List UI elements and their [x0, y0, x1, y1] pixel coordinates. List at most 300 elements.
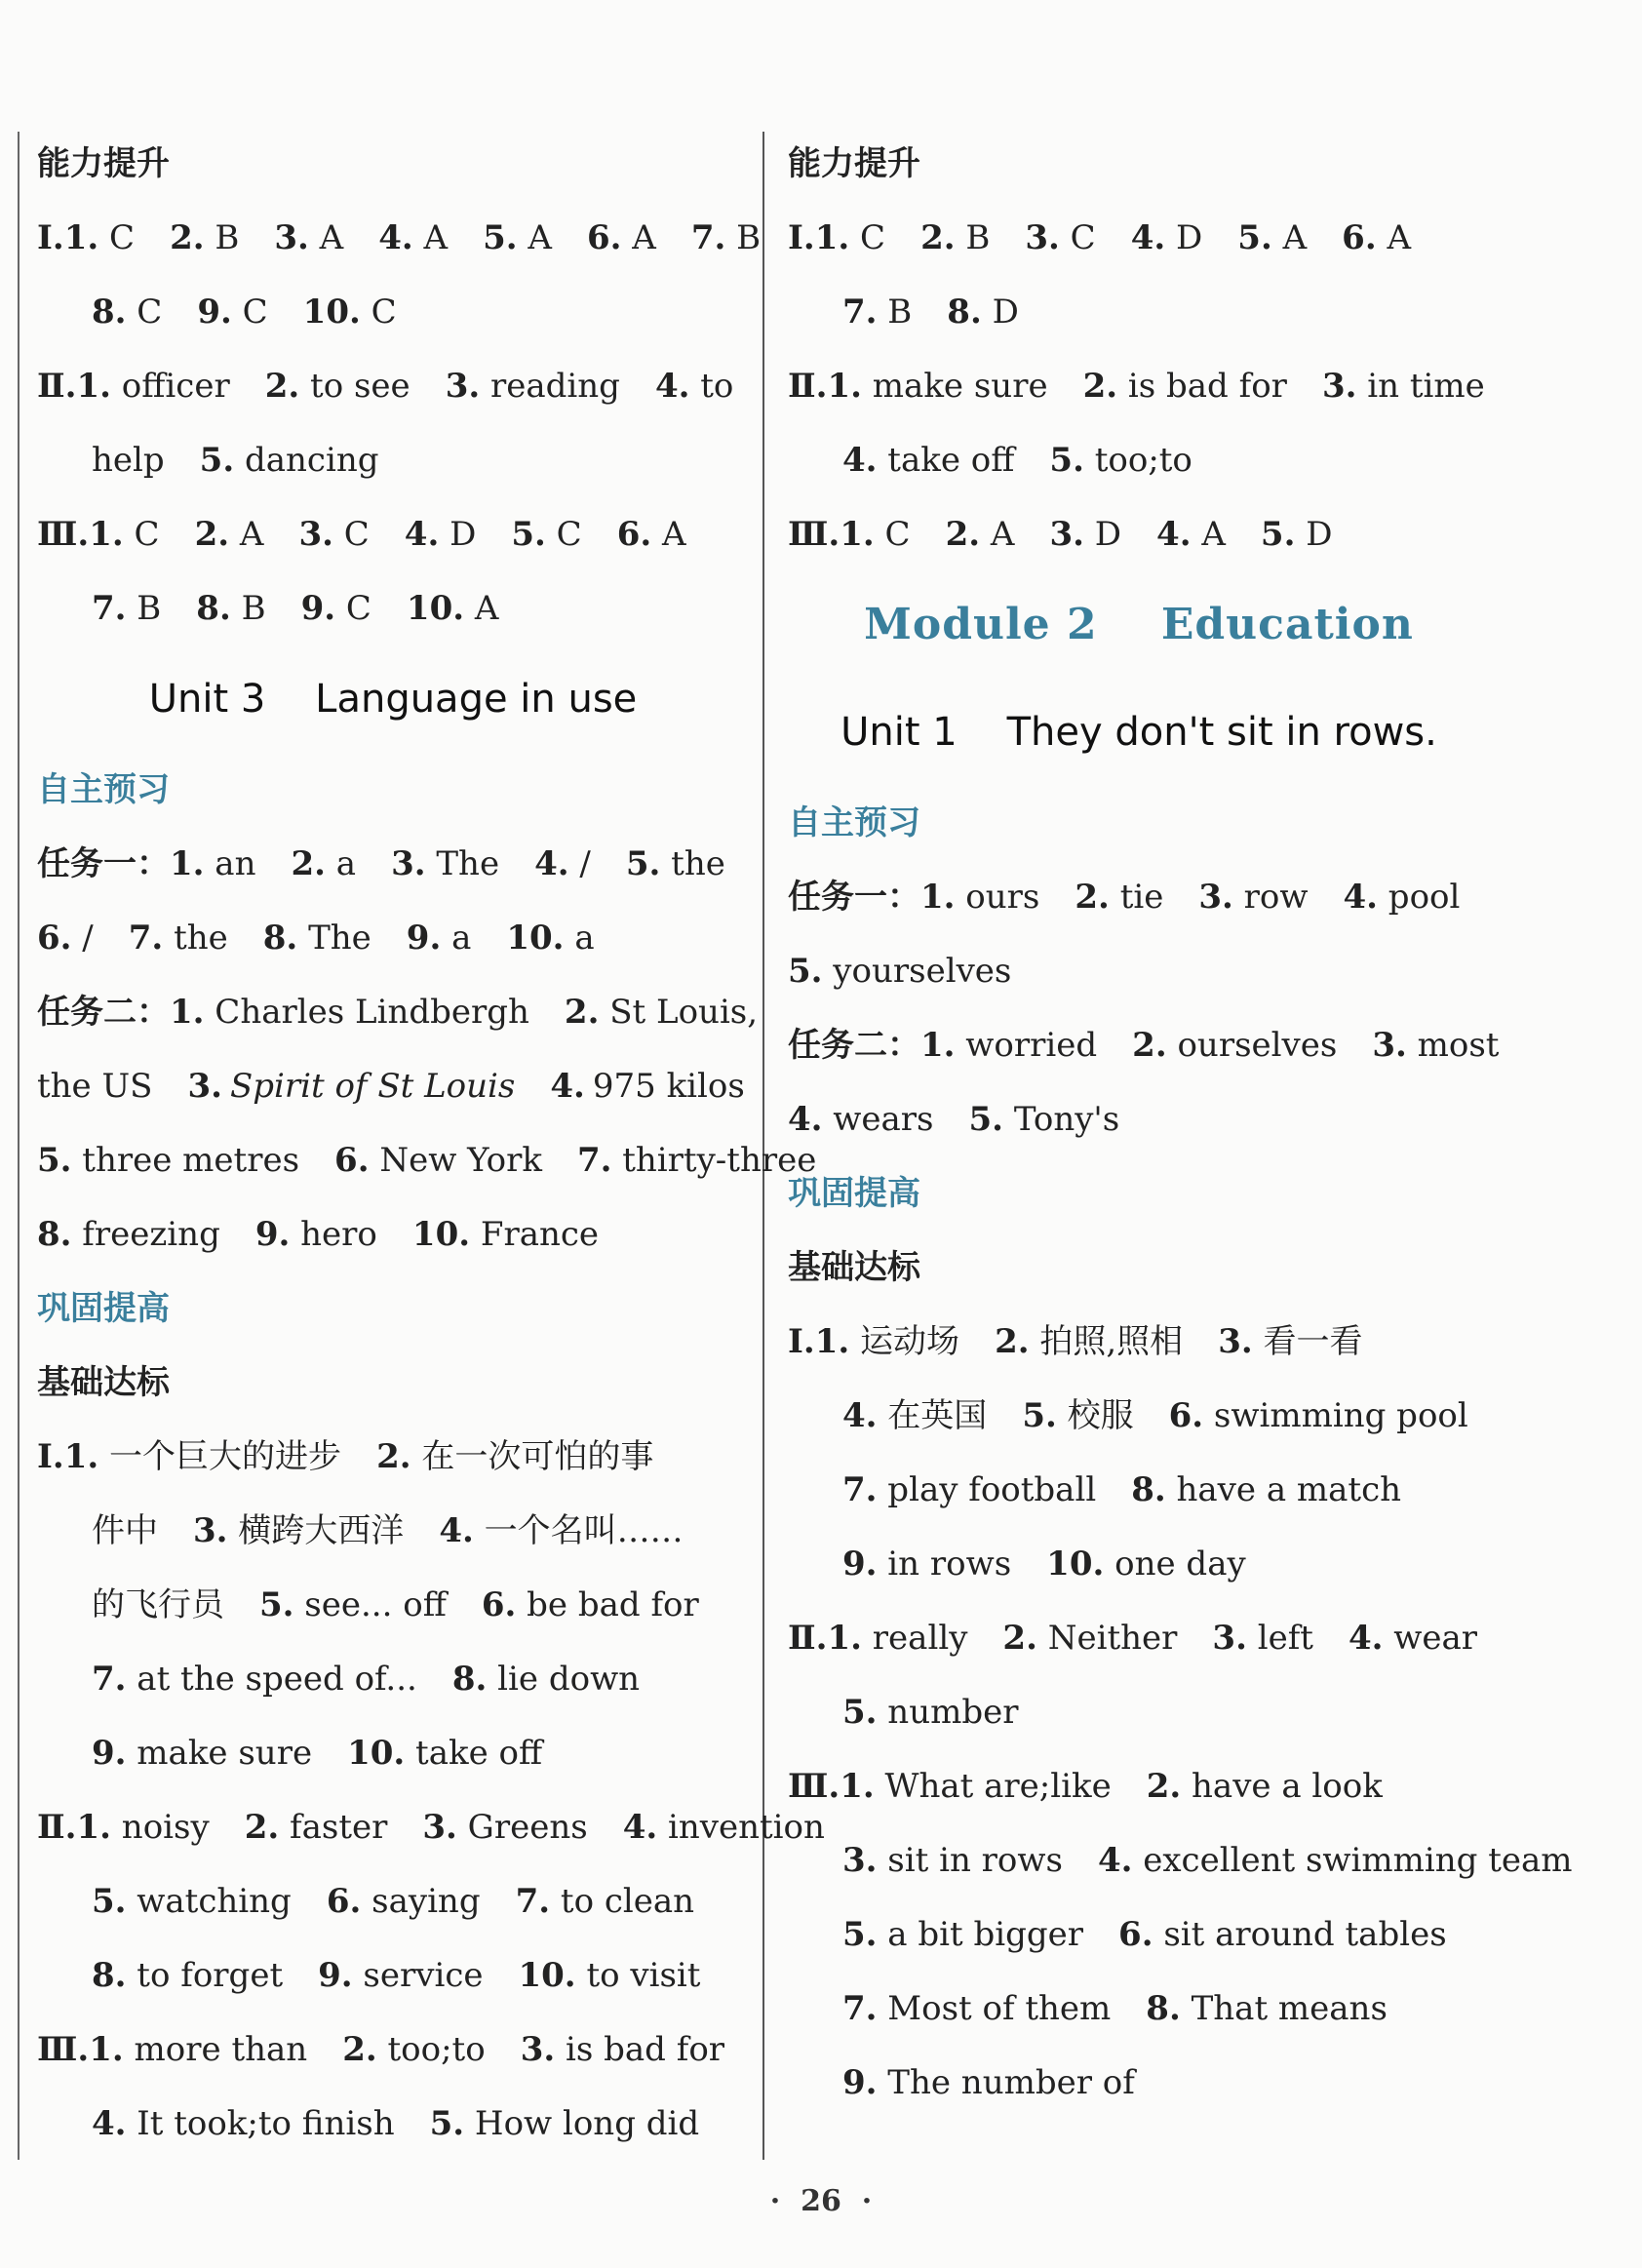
- answer-text: invention: [657, 1808, 825, 1847]
- answer-text: play football: [877, 1470, 1097, 1509]
- answer-item: [516, 1864, 694, 1938]
- answer-item: [842, 1972, 1111, 2046]
- answer-number: 5.: [1237, 218, 1272, 257]
- answer-number: Ⅱ.1.: [788, 1619, 862, 1658]
- answer-line: [37, 975, 759, 1049]
- answer-text: D: [1165, 218, 1203, 257]
- answer-text: yourselves: [822, 952, 1012, 991]
- answer-text: C: [98, 218, 136, 257]
- answer-number: 4.: [378, 218, 413, 257]
- answer-item: [255, 1197, 377, 1271]
- answer-number: 2.: [1146, 1767, 1182, 1806]
- answer-text: A: [464, 589, 499, 628]
- answer-text: A: [651, 515, 686, 554]
- basic-header-left: 基础达标: [37, 1363, 170, 1402]
- answer-number: 3.: [520, 2030, 556, 2069]
- answer-number: 4.: [842, 1396, 878, 1435]
- answer-text: the US: [37, 1067, 153, 1106]
- answer-item: [1049, 497, 1121, 571]
- answer-item: [92, 1642, 417, 1716]
- answer-text: sit around tables: [1153, 1915, 1447, 1954]
- answer-item: [1198, 860, 1308, 934]
- answer-item: [788, 349, 1048, 423]
- answer-text: 在一次可怕的事: [410, 1437, 654, 1476]
- answer-number: 2.: [995, 1322, 1030, 1361]
- answer-text: thirty-three: [611, 1141, 817, 1180]
- answer-text: Most of them: [877, 1989, 1112, 2028]
- answer-text: excellent swimming team: [1132, 1841, 1573, 1880]
- answer-item: [37, 975, 529, 1049]
- answer-text: worried: [955, 1026, 1098, 1065]
- answer-line: [37, 571, 749, 645]
- answer-text: France: [470, 1215, 600, 1254]
- answer-text: 在英国: [877, 1396, 988, 1435]
- answer-number: 5.: [92, 1882, 127, 1921]
- answer-text: to see: [299, 367, 410, 406]
- answer-text: to: [689, 367, 734, 406]
- answer-line: [788, 1601, 1490, 1675]
- answer-item: [412, 1197, 599, 1271]
- answer-number: 8.: [947, 293, 982, 332]
- answer-text: B: [126, 589, 162, 628]
- answer-text: A: [980, 515, 1015, 554]
- answer-item: [1146, 1972, 1388, 2046]
- unit-title-left: Unit 3 Language in use: [148, 677, 638, 722]
- answer-text: New York: [369, 1141, 542, 1180]
- answer-text: sit in rows: [877, 1841, 1063, 1880]
- answer-number: 3.: [1372, 1026, 1407, 1065]
- answer-text: most: [1406, 1026, 1500, 1065]
- answer-number: 2.: [920, 218, 956, 257]
- answer-item: [301, 571, 371, 645]
- answer-item: [37, 1197, 220, 1271]
- answer-item: [274, 201, 343, 275]
- answer-line: [37, 1642, 749, 1716]
- answer-text: A: [412, 218, 449, 257]
- answer-text: three metres: [71, 1141, 300, 1180]
- answer-text: is bad for: [555, 2030, 725, 2069]
- answer-number: 3.: [1049, 515, 1084, 554]
- answer-text: in time: [1356, 367, 1485, 406]
- answer-number: 7.: [92, 589, 127, 628]
- answer-text: A: [308, 218, 344, 257]
- answer-text: more than: [123, 2030, 308, 2069]
- answer-number: 9.: [406, 919, 442, 958]
- answer-number: 2.: [194, 515, 230, 554]
- answer-item: [303, 275, 397, 349]
- answer-text: reading: [480, 367, 620, 406]
- answer-text: have a look: [1181, 1767, 1383, 1806]
- answer-text: D: [1295, 515, 1333, 554]
- answer-number: 4.: [654, 367, 690, 406]
- answer-number: 3.: [1212, 1619, 1247, 1658]
- answer-number: 8.: [92, 293, 127, 332]
- answer-line: [788, 1972, 1490, 2046]
- answer-item: [430, 2087, 700, 2161]
- answer-number: 5.: [37, 1141, 72, 1180]
- answer-text: dancing: [234, 441, 379, 480]
- answer-text: too;to: [376, 2030, 486, 2069]
- answer-text: B: [230, 589, 266, 628]
- answer-line: [788, 275, 1490, 349]
- answer-item: [37, 201, 135, 275]
- answer-item: [842, 1379, 987, 1453]
- answer-text: B: [955, 218, 991, 257]
- answer-item: [483, 201, 552, 275]
- answer-item: [947, 275, 1019, 349]
- answer-item: [842, 423, 1014, 497]
- answer-item: [196, 571, 265, 645]
- answer-line: [788, 497, 1490, 571]
- answer-item: [842, 1675, 1018, 1749]
- answer-text: C: [1059, 218, 1096, 257]
- answer-item: [788, 1008, 1097, 1082]
- answer-item: [1131, 1453, 1401, 1527]
- ability-header-left: 能力提升: [37, 144, 170, 183]
- answer-line: [37, 201, 762, 275]
- answer-number: 5.: [1049, 441, 1084, 480]
- answer-line: [788, 1453, 1490, 1527]
- answer-text: 看一看: [1252, 1322, 1363, 1361]
- answer-text: Tony's: [1003, 1100, 1120, 1139]
- answer-item: [788, 934, 1011, 1008]
- answer-item: [378, 201, 448, 275]
- answer-number: 9.: [197, 293, 232, 332]
- answer-item: [842, 275, 912, 349]
- answer-text: see... off: [293, 1585, 447, 1624]
- answer-line: [788, 201, 1490, 275]
- answer-item: [995, 1305, 1183, 1379]
- answer-item: [1342, 201, 1411, 275]
- answer-text: make sure: [126, 1734, 313, 1773]
- answer-number: 3.: [1198, 878, 1233, 917]
- answer-line: [788, 1305, 1490, 1379]
- answer-number: 2.: [291, 844, 326, 883]
- answer-number: 9.: [300, 589, 336, 628]
- answer-text: Spirit of St Louis: [229, 1067, 516, 1106]
- answer-text: be bad for: [516, 1585, 699, 1624]
- answer-text: a: [325, 844, 357, 883]
- answer-number: 2.: [170, 218, 205, 257]
- answer-number: 7.: [92, 1660, 127, 1699]
- answer-number: 2.: [264, 367, 300, 406]
- answer-text: That means: [1180, 1989, 1388, 2028]
- answer-number: 10.: [506, 919, 565, 958]
- answer-text: hero: [290, 1215, 377, 1254]
- answer-number: 10.: [411, 1215, 471, 1254]
- answer-number: 5.: [842, 1915, 878, 1954]
- answer-item: [342, 2013, 486, 2087]
- answer-item: [788, 1749, 1112, 1823]
- answer-number: 3.: [422, 1808, 457, 1847]
- answer-number: 8.: [196, 589, 231, 628]
- answer-item: [1218, 1305, 1362, 1379]
- answer-text: row: [1232, 878, 1309, 917]
- answer-item: [946, 497, 1015, 571]
- answer-number: 3.: [842, 1841, 878, 1880]
- answer-item: [298, 497, 369, 571]
- answer-text: wears: [822, 1100, 934, 1139]
- answer-number: 9.: [842, 1545, 878, 1584]
- answer-number: 4.: [842, 441, 878, 480]
- answer-number: 8.: [451, 1660, 488, 1699]
- answer-number: 4.: [1343, 878, 1378, 917]
- answer-item: [788, 860, 1039, 934]
- answer-text: to forget: [126, 1956, 284, 1995]
- answer-text: 校服: [1056, 1396, 1134, 1435]
- answer-text: a: [564, 919, 595, 958]
- answer-item: [37, 2013, 307, 2087]
- answer-item: [969, 1082, 1120, 1156]
- answer-number: 3.: [274, 218, 309, 257]
- answer-text: D: [1083, 515, 1122, 554]
- answer-number: 5.: [429, 2104, 465, 2143]
- answer-text: Greens: [456, 1808, 588, 1847]
- answer-item: [327, 1864, 481, 1938]
- answer-item: [405, 497, 477, 571]
- answer-line: [788, 1749, 1490, 1823]
- answer-text: C: [545, 515, 582, 554]
- answer-number: 3.: [1321, 367, 1357, 406]
- answer-number: 4.: [404, 515, 440, 554]
- answer-line: [37, 275, 749, 349]
- answer-number: 10.: [406, 589, 465, 628]
- answer-number: Ⅲ.1.: [788, 1767, 875, 1806]
- answer-item: [92, 1716, 312, 1790]
- answer-item: [577, 1123, 816, 1197]
- answer-item: [92, 1938, 283, 2013]
- answer-item: [1372, 1008, 1499, 1082]
- answer-text: 横跨大西洋: [227, 1511, 405, 1550]
- answer-text: 运动场: [849, 1322, 960, 1361]
- answer-item: [587, 201, 656, 275]
- answer-item: [37, 827, 255, 901]
- answer-text: /: [71, 919, 94, 958]
- answer-item: [1132, 1008, 1337, 1082]
- answer-number: 2.: [945, 515, 981, 554]
- answer-text: freezing: [71, 1215, 220, 1254]
- answer-text: C: [874, 515, 911, 554]
- answer-text: The: [297, 919, 371, 958]
- answer-text: 件中: [92, 1511, 158, 1550]
- answer-item: [1147, 1749, 1383, 1823]
- answer-text: swimming pool: [1203, 1396, 1468, 1435]
- answer-item: [506, 901, 594, 975]
- answer-text: A: [621, 218, 656, 257]
- answer-text: an: [204, 844, 256, 883]
- answer-number: 2.: [342, 2030, 377, 2069]
- answer-number: 10.: [302, 293, 361, 332]
- answer-text: Neither: [1036, 1619, 1178, 1658]
- answer-item: [1098, 1823, 1573, 1897]
- answer-item: [37, 1790, 210, 1864]
- answer-line: [37, 1716, 749, 1790]
- answer-item: [626, 827, 725, 901]
- answer-item: [1156, 497, 1226, 571]
- answer-item: [1349, 1601, 1477, 1675]
- answer-number: 8.: [1146, 1989, 1181, 2028]
- answer-item: [334, 1123, 542, 1197]
- answer-number: 2.: [1132, 1026, 1167, 1065]
- answer-item: [197, 275, 267, 349]
- answer-text: left: [1246, 1619, 1313, 1658]
- answer-line: [37, 1790, 825, 1864]
- answer-number: 5.: [483, 218, 518, 257]
- answer-item: [245, 1790, 388, 1864]
- answer-item: [170, 201, 239, 275]
- answer-text: 拍照,照相: [1029, 1322, 1184, 1361]
- answer-number: 2.: [244, 1808, 280, 1847]
- answer-item: [655, 349, 733, 423]
- answer-item: [452, 1642, 640, 1716]
- answer-text: one day: [1104, 1545, 1246, 1584]
- answer-text: 一个巨大的进步: [98, 1437, 342, 1476]
- answer-number: 4.: [1156, 515, 1192, 554]
- answer-number: 5.: [199, 441, 235, 480]
- answer-item: [521, 2013, 724, 2087]
- answer-line: [788, 1082, 1490, 1156]
- answer-item: [92, 2087, 395, 2161]
- answer-number: 6.: [587, 218, 622, 257]
- page-number: · 26 ·: [769, 2184, 873, 2218]
- answer-line: [788, 1897, 1490, 1972]
- answer-number: 7.: [842, 1470, 878, 1509]
- answer-item: [788, 201, 885, 275]
- answer-item: [842, 1453, 1096, 1527]
- answer-line: [37, 901, 749, 975]
- answer-line: [37, 1123, 817, 1197]
- answer-item: [259, 1568, 447, 1642]
- answer-item: [265, 349, 410, 423]
- answer-number: Ⅰ.1.: [37, 218, 99, 257]
- answer-text: 的飞行员: [92, 1585, 224, 1624]
- answer-text: A: [1376, 218, 1412, 257]
- answer-item: [1002, 1601, 1177, 1675]
- answer-text: What are;like: [874, 1767, 1112, 1806]
- answer-number: 7.: [842, 293, 878, 332]
- answer-item: [691, 201, 761, 275]
- answer-number: 9.: [318, 1956, 353, 1995]
- answer-text: take off: [877, 441, 1015, 480]
- answer-text: in rows: [877, 1545, 1012, 1584]
- answer-item: [37, 1420, 341, 1494]
- answer-text: The: [425, 844, 500, 883]
- answer-item: [1049, 423, 1192, 497]
- answer-item: [92, 1568, 224, 1642]
- answer-number: 4.: [550, 1067, 585, 1106]
- answer-number: 10.: [347, 1734, 406, 1773]
- answer-line: [788, 1379, 1490, 1453]
- answer-item: [92, 275, 162, 349]
- answer-number: Ⅱ.1.: [37, 1808, 111, 1847]
- answer-number: 2.: [1082, 367, 1118, 406]
- answer-number: Ⅰ.1.: [788, 1322, 850, 1361]
- answer-item: [1118, 1897, 1447, 1972]
- answer-text: B: [725, 218, 762, 257]
- answer-line: [37, 349, 749, 423]
- answer-line: [37, 1420, 749, 1494]
- answer-line: [37, 1197, 749, 1271]
- answer-item: [788, 497, 911, 571]
- answer-number: 8.: [1131, 1470, 1166, 1509]
- answer-text: A: [229, 515, 264, 554]
- answer-number: 2.: [376, 1437, 411, 1476]
- unit-title-right: Unit 1 They don't sit in rows.: [841, 710, 1437, 755]
- answer-line: [788, 2046, 1490, 2120]
- answer-item: [37, 1123, 299, 1197]
- answer-text: ourselves: [1166, 1026, 1338, 1065]
- answer-text: the: [660, 844, 725, 883]
- answer-item: [407, 571, 499, 645]
- self-study-header-left: 自主预习: [37, 770, 170, 809]
- answer-item: [347, 1716, 542, 1790]
- answer-text: lie down: [487, 1660, 641, 1699]
- answer-text: C: [335, 589, 371, 628]
- answer-text: C: [332, 515, 370, 554]
- answer-text: to clean: [550, 1882, 695, 1921]
- answer-number: 2.: [1002, 1619, 1037, 1658]
- answer-text: have a match: [1165, 1470, 1402, 1509]
- answer-number: 6.: [616, 515, 652, 554]
- answer-number: 任务二：1.: [37, 993, 205, 1032]
- answer-item: [446, 349, 620, 423]
- answer-text: saying: [361, 1882, 481, 1921]
- answer-number: 5.: [1022, 1396, 1057, 1435]
- answer-line: [788, 934, 1490, 1008]
- answer-number: 4.: [1130, 218, 1166, 257]
- answer-item: [842, 1527, 1011, 1601]
- answer-number: 4.: [788, 1100, 823, 1139]
- answer-number: 8.: [92, 1956, 127, 1995]
- answer-item: [1212, 1601, 1313, 1675]
- answer-text: /: [568, 844, 591, 883]
- answer-item: [1046, 1527, 1246, 1601]
- answer-item: [788, 1082, 934, 1156]
- answer-number: 4.: [534, 844, 569, 883]
- answer-line: [37, 1494, 749, 1568]
- answer-line: [788, 860, 1490, 934]
- answer-number: Ⅱ.1.: [37, 367, 111, 406]
- answer-item: [318, 1938, 483, 2013]
- answer-number: 5.: [788, 952, 823, 991]
- answer-number: 6.: [1342, 218, 1377, 257]
- answer-item: [92, 423, 165, 497]
- answer-item: [422, 1790, 587, 1864]
- answer-text: to visit: [575, 1956, 701, 1995]
- answer-item: [1025, 201, 1095, 275]
- consolidate-header-right: 巩固提高: [788, 1174, 920, 1213]
- answer-item: [534, 827, 591, 901]
- answer-number: 2.: [564, 993, 600, 1032]
- ability-header-right: 能力提升: [788, 144, 920, 183]
- answer-text: at the speed of...: [126, 1660, 417, 1699]
- answer-number: 3.: [193, 1511, 228, 1550]
- answer-text: a: [441, 919, 472, 958]
- answer-item: [482, 1568, 699, 1642]
- answer-text: St Louis,: [599, 993, 759, 1032]
- answer-number: 2.: [1075, 878, 1110, 917]
- answer-item: [200, 423, 379, 497]
- answer-item: [193, 1494, 404, 1568]
- answer-line: [788, 1823, 1573, 1897]
- answer-text: noisy: [111, 1808, 210, 1847]
- answer-item: [920, 201, 990, 275]
- answer-number: 4.: [1348, 1619, 1384, 1658]
- answer-item: [1131, 201, 1203, 275]
- answer-text: ours: [955, 878, 1040, 917]
- answer-text: C: [126, 293, 163, 332]
- answer-number: 8.: [37, 1215, 72, 1254]
